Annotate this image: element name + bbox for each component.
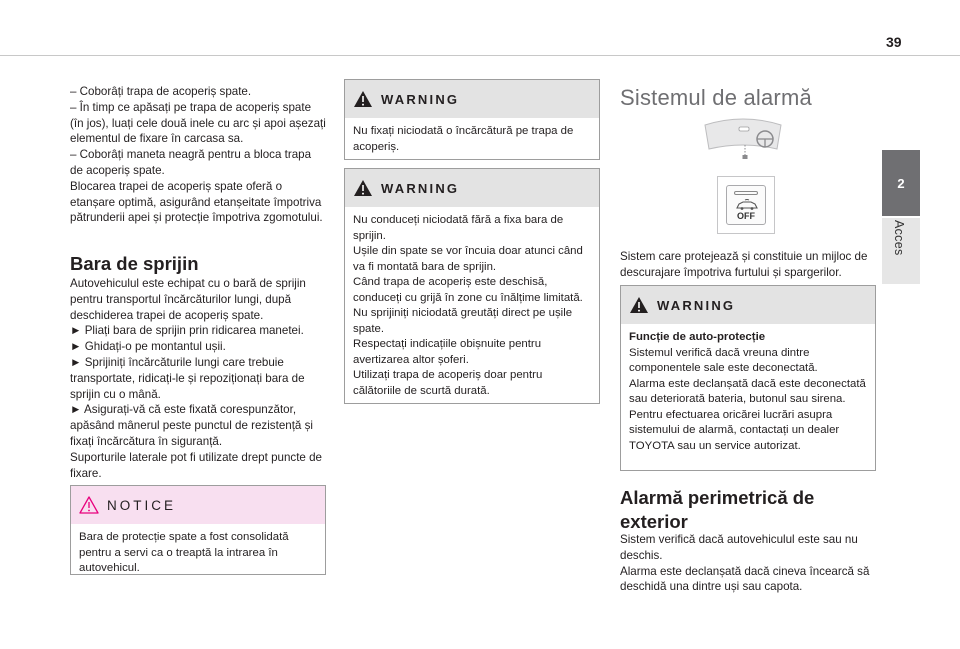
top-rule bbox=[0, 55, 960, 56]
intro-line: – În timp ce apăsați pe trapa de acoperiș spate (în jos), luați cele două inele cu arc și apoi așezați elementul de fixare în carcasa sa. bbox=[70, 100, 326, 146]
off-label: OFF bbox=[737, 211, 755, 221]
body-line: ► Ghidați-o pe montantul ușii. bbox=[70, 340, 226, 354]
warning-line: Sistemul verifică dacă vreuna dintre componentele sale este deconectată. bbox=[629, 346, 818, 374]
alarm-off-button-icon bbox=[717, 176, 775, 234]
warning-header bbox=[345, 80, 599, 118]
warning-box-3 bbox=[620, 285, 876, 471]
warning-line: Pentru efectuarea oricărei lucrări asupra sistemului de alarmă, contactați un dealer TOYOTA sau un service autorizat. bbox=[629, 408, 840, 452]
warning-line: Nu sprijiniți niciodată greutăți direct pe ușile spate. bbox=[353, 307, 573, 335]
warning-body bbox=[621, 324, 875, 462]
warning-label: WARNING bbox=[657, 297, 736, 313]
body-line: ► Asigurați-vă că este fixată corespunzător, apăsând mânerul peste punctul de rezistență și fixați încărcătura în siguranță. bbox=[70, 403, 313, 448]
intro-line: – Coborâți maneta neagră pentru a bloca trapa de acoperiș spate. bbox=[70, 148, 312, 177]
warning-title: Funcție de auto-protecție bbox=[629, 331, 766, 343]
notice-box bbox=[70, 485, 326, 575]
warning-label: WARNING bbox=[381, 180, 460, 196]
warning-body bbox=[345, 207, 599, 407]
body-line: Autovehiculul este echipat cu o bară de sprijin pentru transportul încărcăturilor lungi, după deschiderea trapei de acoperiș spate. bbox=[70, 277, 306, 322]
body-line: Alarma este declanșată dacă cineva încearcă să deschidă una dintre uși sau capota. bbox=[620, 564, 870, 594]
intro-text bbox=[70, 84, 326, 226]
notice-header bbox=[71, 486, 325, 524]
section-heading-support-bar: Bara de sprijin bbox=[70, 253, 199, 274]
section-heading-perimeter-alarm: Alarmă perimetrică de exterior bbox=[620, 487, 815, 532]
notice-label: NOTICE bbox=[107, 497, 177, 513]
notice-body: Bara de protecție spate a fost consolidată pentru a servi ca o treaptă la intrarea în autovehicul. bbox=[79, 531, 289, 574]
warning-header bbox=[621, 286, 875, 324]
side-tab-label: Acces bbox=[892, 220, 906, 256]
side-tab-label-box[interactable] bbox=[882, 218, 920, 284]
warning-header bbox=[345, 169, 599, 207]
support-bar-text bbox=[70, 276, 326, 481]
body-line: Sistem verifică dacă autovehiculul este sau nu deschis. bbox=[620, 533, 858, 562]
button-slot bbox=[734, 191, 758, 195]
warning-box-1 bbox=[344, 79, 600, 160]
side-tab-number: 2 bbox=[897, 175, 905, 191]
alarm-off-button-face bbox=[726, 185, 766, 225]
notice-triangle-icon bbox=[79, 496, 99, 514]
warning-box-2 bbox=[344, 168, 600, 404]
intro-line: – Coborâți trapa de acoperiș spate. bbox=[70, 85, 252, 98]
page-number: 39 bbox=[886, 34, 902, 50]
alarm-intro-text: Sistem care protejează și constituie un mijloc de descurajare împotriva furtului și spargerilor. bbox=[620, 250, 868, 279]
warning-triangle-icon bbox=[353, 179, 373, 197]
warning-triangle-icon bbox=[353, 90, 373, 108]
warning-line: Utilizați trapa de acoperiș doar pentru călătoriile de scurtă durată. bbox=[353, 369, 543, 397]
body-line: ► Pliați bara de sprijin prin ridicarea manetei. bbox=[70, 324, 304, 338]
warning-triangle-icon bbox=[629, 296, 649, 314]
warning-label: WARNING bbox=[381, 91, 460, 107]
warning-body: Nu fixați niciodată o încărcătură pe trapa de acoperiș. bbox=[353, 125, 574, 153]
warning-line: Alarma este declanșată dacă este deconectată sau deteriorată bateria, butonul sau sirena. bbox=[629, 377, 866, 405]
warning-line: Când trapa de acoperiș este deschisă, conduceți cu grijă în zone cu înălțime limitată. bbox=[353, 276, 583, 304]
intro-line: Blocarea trapei de acoperiș spate oferă o etanșare optimă, asigurând etanșeitate împotriva pătrunderii apei și protecție împotriva zgomotului. bbox=[70, 179, 323, 225]
warning-line: Nu conduceți niciodată fără a fixa bara de sprijin. bbox=[353, 214, 564, 242]
car-alarm-icon bbox=[735, 199, 759, 211]
warning-line: Respectați indicațiile obișnuite pentru avertizarea altor șoferi. bbox=[353, 338, 542, 366]
side-tab-chapter[interactable] bbox=[882, 150, 920, 216]
warning-line: Ușile din spate se vor încuia doar atunci când va fi montată bara de sprijin. bbox=[353, 245, 583, 273]
alarm-ceiling-console-icon bbox=[703, 115, 783, 163]
perimeter-alarm-text bbox=[620, 532, 876, 595]
body-line: ► Sprijiniți încărcăturile lungi care trebuie transportate, ridicați-le și repoziționați bara de sprijin cu o mână. bbox=[70, 355, 305, 401]
section-title-alarm: Sistemul de alarmă bbox=[620, 85, 812, 110]
body-line: Suporturile laterale pot fi utilizate drept puncte de fixare. bbox=[70, 450, 322, 480]
